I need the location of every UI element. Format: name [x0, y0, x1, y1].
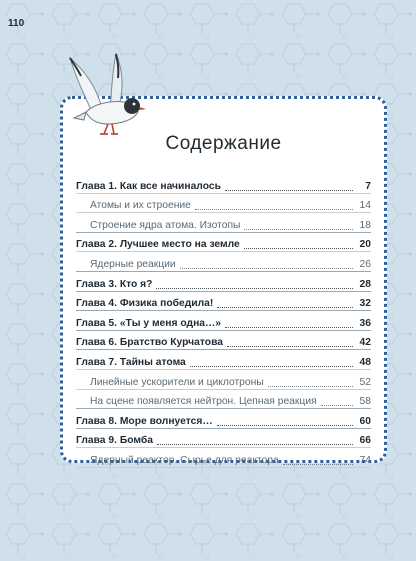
- toc-entry-page-number: 74: [359, 454, 371, 466]
- toc-entry-label: Ядерный реактор. Сырье для реактора: [90, 454, 279, 466]
- toc-entry-page-number: 66: [359, 435, 371, 447]
- toc-chapter-entry[interactable]: [76, 233, 371, 253]
- toc-entry-label: Глава 1. Как все начиналось: [76, 180, 221, 192]
- toc-section-entry[interactable]: [76, 213, 371, 233]
- toc-section-entry[interactable]: [76, 390, 371, 410]
- dot-leader: [157, 435, 353, 445]
- toc-entry-label: Линейные ускорители и циклотроны: [90, 376, 264, 388]
- toc-chapter-entry[interactable]: [76, 331, 371, 351]
- table-of-contents-card: [60, 96, 387, 466]
- toc-entry-page-number: 26: [359, 258, 371, 270]
- dot-leader: [227, 337, 353, 347]
- toc-section-entry[interactable]: [76, 448, 371, 468]
- toc-chapter-entry[interactable]: [76, 429, 371, 449]
- toc-title: Содержание: [165, 133, 282, 154]
- dot-leader: [225, 181, 353, 191]
- toc-entry-label: Глава 4. Физика победила!: [76, 298, 214, 310]
- dot-leader: [225, 318, 353, 328]
- toc-entry-label: Глава 6. Братство Курчатова: [76, 337, 223, 349]
- toc-entry-page-number: 52: [359, 376, 371, 388]
- toc-list: [76, 174, 371, 468]
- toc-section-entry[interactable]: [76, 252, 371, 272]
- dot-leader: [268, 377, 353, 387]
- toc-entry-page-number: 14: [359, 200, 371, 212]
- toc-entry-label: Глава 9. Бомба: [76, 435, 153, 447]
- dot-leader: [195, 200, 353, 210]
- toc-chapter-entry[interactable]: [76, 174, 371, 194]
- toc-entry-label: Ядерные реакции: [90, 258, 176, 270]
- toc-section-entry[interactable]: [76, 194, 371, 214]
- dot-leader: [321, 396, 353, 406]
- page-number: 110: [8, 18, 25, 29]
- toc-chapter-entry[interactable]: [76, 350, 371, 370]
- toc-entry-page-number: 42: [359, 337, 371, 349]
- seagull-icon: [64, 50, 146, 142]
- dot-leader: [283, 455, 353, 465]
- toc-entry-label: Глава 5. «Ты у меня одна…»: [76, 317, 222, 329]
- toc-entry-label: Глава 3. Кто я?: [76, 278, 153, 290]
- toc-entry-page-number: 18: [359, 219, 371, 231]
- dot-leader: [190, 357, 353, 367]
- toc-entry-label: Глава 8. Море волнуется…: [76, 415, 213, 427]
- toc-entry-page-number: 60: [359, 415, 371, 427]
- toc-entry-page-number: 36: [359, 317, 371, 329]
- toc-entry-label: Строение ядра атома. Изотопы: [90, 219, 241, 231]
- toc-chapter-entry[interactable]: [76, 311, 371, 331]
- toc-entry-page-number: 32: [359, 298, 371, 310]
- toc-entry-page-number: 28: [359, 278, 371, 290]
- toc-entry-label: На сцене появляется нейтрон. Цепная реакция: [90, 396, 317, 408]
- toc-section-entry[interactable]: [76, 370, 371, 390]
- dot-leader: [217, 416, 353, 426]
- dot-leader: [244, 220, 353, 230]
- dot-leader: [180, 259, 353, 269]
- toc-entry-page-number: 20: [359, 239, 371, 251]
- toc-entry-page-number: 7: [365, 180, 371, 192]
- dot-leader: [156, 279, 353, 289]
- toc-entry-label: Атомы и их строение: [90, 200, 191, 212]
- dot-leader: [244, 239, 353, 249]
- toc-chapter-entry[interactable]: [76, 272, 371, 292]
- toc-chapter-entry[interactable]: [76, 409, 371, 429]
- toc-entry-page-number: 48: [359, 356, 371, 368]
- toc-entry-page-number: 58: [359, 396, 371, 408]
- toc-entry-label: Глава 7. Тайны атома: [76, 356, 186, 368]
- toc-chapter-entry[interactable]: [76, 292, 371, 312]
- toc-entry-label: Глава 2. Лучшее место на земле: [76, 239, 240, 251]
- dot-leader: [217, 298, 353, 308]
